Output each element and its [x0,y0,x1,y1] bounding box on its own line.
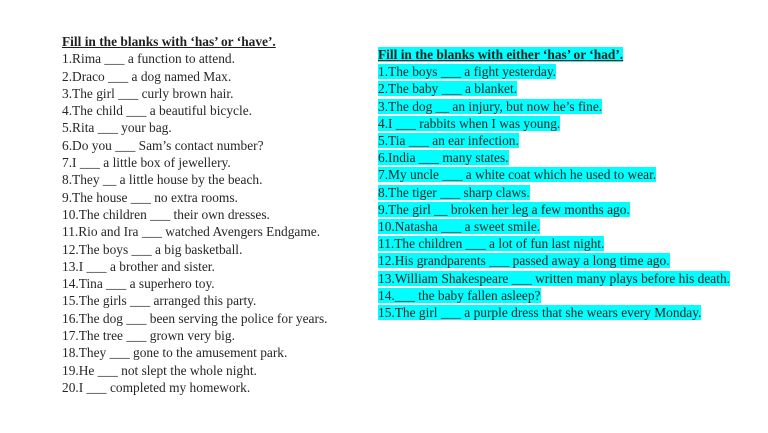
exercise-title: Fill in the blanks with ‘has’ or ‘have’. [62,34,276,49]
exercise-item: 10.The children ___ their own dresses. [62,206,270,222]
exercise-item: 17.The tree ___ grown very big. [62,328,235,344]
exercise-item: 16.The dog ___ been serving the police for years. [62,310,328,326]
exercise-item: 8.They __ a little house by the beach. [62,172,263,188]
exercise-item: 10.Natasha ___ a sweet smile. [378,219,541,235]
exercise-item: 11.Rio and Ira ___ watched Avengers Endgame. [62,224,321,240]
exercise-item: 19.He ___ not slept the whole night. [62,362,257,378]
exercise-item: 2.Draco ___ a dog named Max. [62,68,232,84]
exercise-item: 12.The boys ___ a big basketball. [62,241,243,257]
exercise-item: 18.They ___ gone to the amusement park. [62,345,288,361]
exercise-item: 9.The girl __ broken her leg a few months ago. [378,201,630,217]
exercise-item: 13.I ___ a brother and sister. [62,258,215,274]
exercise-item: 13.William Shakespeare ___ written many plays before his death. [378,270,730,286]
exercise-item: 1.Rima ___ a function to attend. [62,51,235,67]
exercise-item: 12.His grandparents ___ passed away a long time ago. [378,253,670,269]
has-had-exercise [378,46,730,321]
exercise-item: 14.___ the baby fallen asleep? [378,287,541,303]
exercise-item: 7.My uncle ___ a white coat which he used to wear. [378,167,657,183]
exercise-item: 11.The children ___ a lot of fun last night. [378,236,605,252]
exercise-item: 1.The boys ___ a fight yesterday. [378,64,557,80]
exercise-item: 2.The baby ___ a blanket. [378,81,518,97]
exercise-item: 4.I ___ rabbits when I was young. [378,115,561,131]
exercise-item: 5.Rita ___ your bag. [62,120,172,136]
exercise-item: 5.Tia ___ an ear infection. [378,133,519,149]
exercise-item: 3.The girl ___ curly brown hair. [62,85,234,101]
exercise-item: 14.Tina ___ a superhero toy. [62,276,215,292]
exercise-title: Fill in the blanks with either ‘has’ or ‘had’. [378,47,624,62]
has-have-exercise [62,33,328,396]
exercise-item: 9.The house ___ no extra rooms. [62,189,238,205]
exercise-item: 6.Do you ___ Sam’s contact number? [62,137,264,153]
exercise-item: 15.The girls ___ arranged this party. [62,293,257,309]
exercise-item: 4.The child ___ a beautiful bicycle. [62,103,253,119]
exercise-item: 15.The girl ___ a purple dress that she wears every Monday. [378,305,702,321]
exercise-item: 7.I ___ a little box of jewellery. [62,155,231,171]
exercise-item: 20.I ___ completed my homework. [62,379,251,395]
exercise-item: 3.The dog __ an injury, but now he’s fine. [378,98,603,114]
exercise-item: 6.India ___ many states. [378,150,509,166]
exercise-item: 8.The tiger ___ sharp claws. [378,184,530,200]
